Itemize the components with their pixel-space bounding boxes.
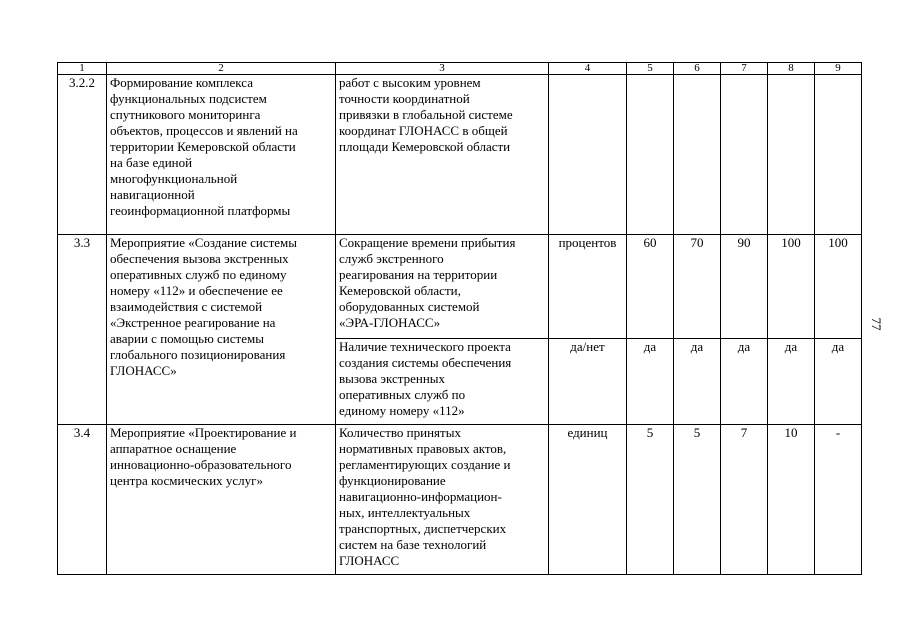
event-cell: Формирование комплекса функциональных подсистем спутникового мониторинга объектов, процессов и явлений на территории Кемеровской области на базе единой многофункциональной навигационной геоинформационной платформы: [107, 75, 336, 235]
value-cell: 100: [768, 235, 815, 339]
value-cell: [674, 75, 721, 235]
value-cell: 5: [674, 425, 721, 575]
value-cell: 90: [721, 235, 768, 339]
value-cell: 70: [674, 235, 721, 339]
value-cell: 60: [627, 235, 674, 339]
indicator-cell: работ с высоким уровнем точности координатной привязки в глобальной системе координат ГЛОНАСС в общей площади Кемеровской области: [336, 75, 549, 235]
row-number: 3.3: [58, 235, 107, 425]
value-cell: 100: [815, 235, 862, 339]
indicator-cell: Наличие технического проекта создания системы обеспечения вызова экстренных оперативных служб по единому номеру «112»: [336, 339, 549, 425]
value-cell: да: [674, 339, 721, 425]
table-row: [58, 75, 862, 235]
value-cell: [721, 75, 768, 235]
value-cell: [768, 75, 815, 235]
column-number: 7: [721, 63, 768, 75]
row-number: 3.2.2: [58, 75, 107, 235]
column-number-row: [58, 63, 862, 75]
column-number: 4: [549, 63, 627, 75]
event-cell: Мероприятие «Создание системы обеспечения вызова экстренных оперативных служб по единому номеру «112» и обеспечение ее взаимодействия с системой «Экстренное реагирование на аварии с помощью системы глобального позиционирования ГЛОНАСС»: [107, 235, 336, 425]
value-cell: 10: [768, 425, 815, 575]
column-number: 1: [58, 63, 107, 75]
program-table: [57, 62, 862, 575]
indicator-cell: Количество принятых нормативных правовых актов, регламентирующих создание и функционирование навигационно-информацион- ных, интеллектуальных транспортных, диспетчерских систем на базе технологий ГЛОНАСС: [336, 425, 549, 575]
column-number: 8: [768, 63, 815, 75]
value-cell: да: [815, 339, 862, 425]
value-cell: да: [721, 339, 768, 425]
unit-cell: [549, 75, 627, 235]
value-cell: [815, 75, 862, 235]
column-number: 6: [674, 63, 721, 75]
unit-cell: да/нет: [549, 339, 627, 425]
value-cell: [627, 75, 674, 235]
value-cell: да: [768, 339, 815, 425]
value-cell: -: [815, 425, 862, 575]
unit-cell: процентов: [549, 235, 627, 339]
value-cell: да: [627, 339, 674, 425]
row-number: 3.4: [58, 425, 107, 575]
table-row: [58, 235, 862, 339]
column-number: 5: [627, 63, 674, 75]
column-number: 9: [815, 63, 862, 75]
column-number: 2: [107, 63, 336, 75]
event-cell: Мероприятие «Проектирование и аппаратное оснащение инновационно-образовательного центра космических услуг»: [107, 425, 336, 575]
indicator-cell: Сокращение времени прибытия служб экстренного реагирования на территории Кемеровской области, оборудованных системой «ЭРА-ГЛОНАСС»: [336, 235, 549, 339]
table-row: [58, 425, 862, 575]
value-cell: 5: [627, 425, 674, 575]
value-cell: 7: [721, 425, 768, 575]
column-number: 3: [336, 63, 549, 75]
page-number: 77: [869, 317, 884, 331]
unit-cell: единиц: [549, 425, 627, 575]
